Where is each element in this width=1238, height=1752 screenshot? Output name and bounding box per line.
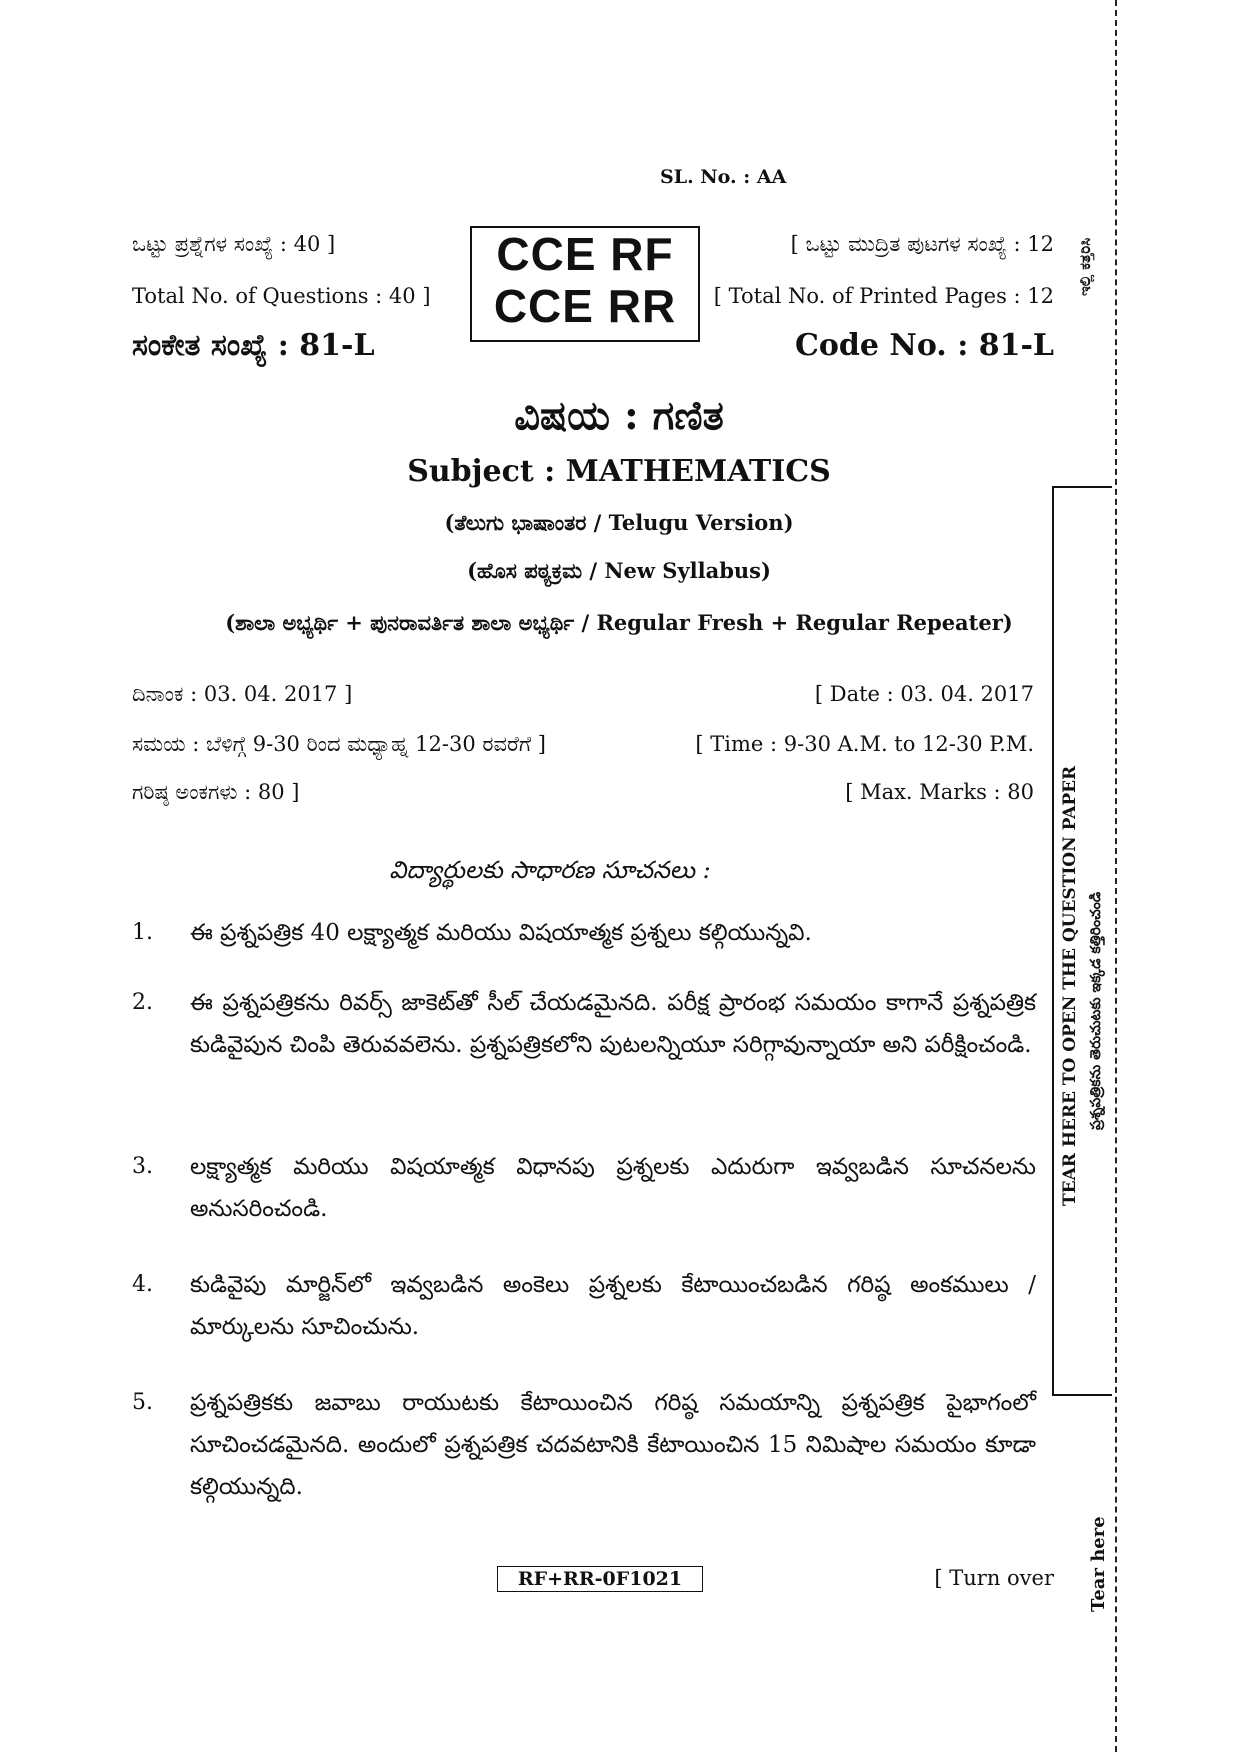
max-marks: [ Max. Marks : 80 (845, 780, 1034, 804)
bracket-top (1052, 486, 1112, 488)
tear-open-label: TEAR HERE TO OPEN THE QUESTION PAPER (1060, 765, 1080, 1206)
paper-code-box: RF+RR-0F1021 (497, 1566, 703, 1592)
exam-type-line1: CCE RF (496, 228, 674, 280)
exam-time: [ Time : 9-30 A.M. to 12-30 P.M. (695, 732, 1034, 756)
tear-here-label: Tear here (1088, 1516, 1109, 1612)
telugu-cut-label: ప్రశ్నపత్రికను తెరుచుటకు ఇక్కడ కత్తిరించండి (1088, 891, 1104, 1130)
instruction-text: కుడివైపు మార్జిన్‌లో ఇవ్వబడిన అంకెలు ప్రశ్నలకు కేటాయించబడిన గరిష్ఠ అంకములు / మార్కులను సూచించును. (190, 1272, 1036, 1340)
candidate-line: (ಶಾಲಾ ಅಭ್ಯರ್ಥಿ + ಪುನರಾವರ್ತಿತ ಶಾಲಾ ಅಭ್ಯರ್ಥಿ / Regular Fresh + Regular Repeater) (225, 610, 1013, 635)
bracket-bottom (1052, 1394, 1112, 1396)
instruction-number: 4. (132, 1272, 153, 1297)
code-number: Code No. : 81-L (795, 328, 1054, 363)
syllabus-line: (ಹೊಸ ಪಠ್ಯಕ್ರಮ / New Syllabus) (467, 558, 771, 583)
printed-pages: [ Total No. of Printed Pages : 12 (713, 284, 1054, 308)
exam-type-box (470, 226, 700, 342)
instruction-number: 3. (132, 1154, 153, 1179)
instructions-heading: విద్యార్థులకు సాధారణ సూచనలు : (389, 856, 711, 884)
kannada-printed-pages: [ ಒಟ್ಟು ಮುದ್ರಿತ ಪುಟಗಳ ಸಂಖ್ಯೆ : 12 (790, 232, 1054, 256)
tear-line (1115, 0, 1117, 1752)
exam-type-line2: CCE RR (493, 280, 677, 332)
total-questions: Total No. of Questions : 40 ] (132, 284, 431, 308)
kannada-code-number: ಸಂಕೇತ ಸಂಖ್ಯೆ : 81-L (132, 328, 375, 363)
subject-kannada: ವಿಷಯ : ಗಣಿತ (514, 392, 724, 439)
instruction-number: 1. (132, 920, 153, 945)
instruction-number: 5. (132, 1390, 153, 1415)
kannada-cut-here: ಇಲ್ಲಿ ಕತ್ತರಿಸಿ (1076, 237, 1094, 296)
subject-title: Subject : MATHEMATICS (407, 454, 831, 489)
instruction-number: 2. (132, 990, 153, 1015)
instruction-text: ప్రశ్నపత్రికకు జవాబు రాయుటకు కేటాయించిన గరిష్ఠ సమయాన్ని ప్రశ్నపత్రిక పైభాగంలో సూచించడమైనది. అందులో ప్రశ్నపత్రిక చదవటానికి కేటాయించిన 15 నిమిషాల సమయం కూడా కల్గియున్నది. (190, 1390, 1036, 1500)
instruction-text: ఈ ప్రశ్నపత్రికను రివర్స్ జాకెట్‌తో సీల్ చేయడమైనది. పరీక్ష ప్రారంభ సమయం కాగానే ప్రశ్నపత్రిక కుడివైపున చింపి తెరువవలెను. ప్రశ్నపత్రికలోని పుటలన్నియూ సరిగ్గావున్నాయా అని పరీక్షించండి. (190, 990, 1036, 1058)
bracket-side (1052, 486, 1054, 1394)
instruction-text: ఈ ప్రశ్నపత్రిక 40 లక్ష్యాత్మక మరియు విషయాత్మక ప్రశ్నలు కల్గియున్నవి. (190, 920, 812, 946)
date-kannada: ದಿನಾಂಕ : 03. 04. 2017 ] (132, 682, 353, 706)
exam-date: [ Date : 03. 04. 2017 (814, 682, 1034, 706)
serial-number: SL. No. : AA (660, 166, 787, 188)
instruction-text: లక్ష్యాత్మక మరియు విషయాత్మక విధానపు ప్రశ్నలకు ఎదురుగా ఇవ్వబడిన సూచనలను అనుసరించండి. (190, 1154, 1036, 1222)
marks-kannada: ಗರಿಷ್ಠ ಅಂಕಗಳು : 80 ] (132, 780, 300, 804)
version-line: (ತೆಲುಗು ಭಾಷಾಂತರ / Telugu Version) (444, 510, 794, 535)
time-kannada: ಸಮಯ : ಬೆಳಿಗ್ಗೆ 9-30 ರಿಂದ ಮಧ್ಯಾಹ್ನ 12-30 ರವರೆಗೆ ] (132, 732, 546, 756)
turn-over: [ Turn over (934, 1566, 1054, 1590)
kannada-total-questions: ಒಟ್ಟು ಪ್ರಶ್ನೆಗಳ ಸಂಖ್ಯೆ : 40 ] (132, 232, 336, 256)
